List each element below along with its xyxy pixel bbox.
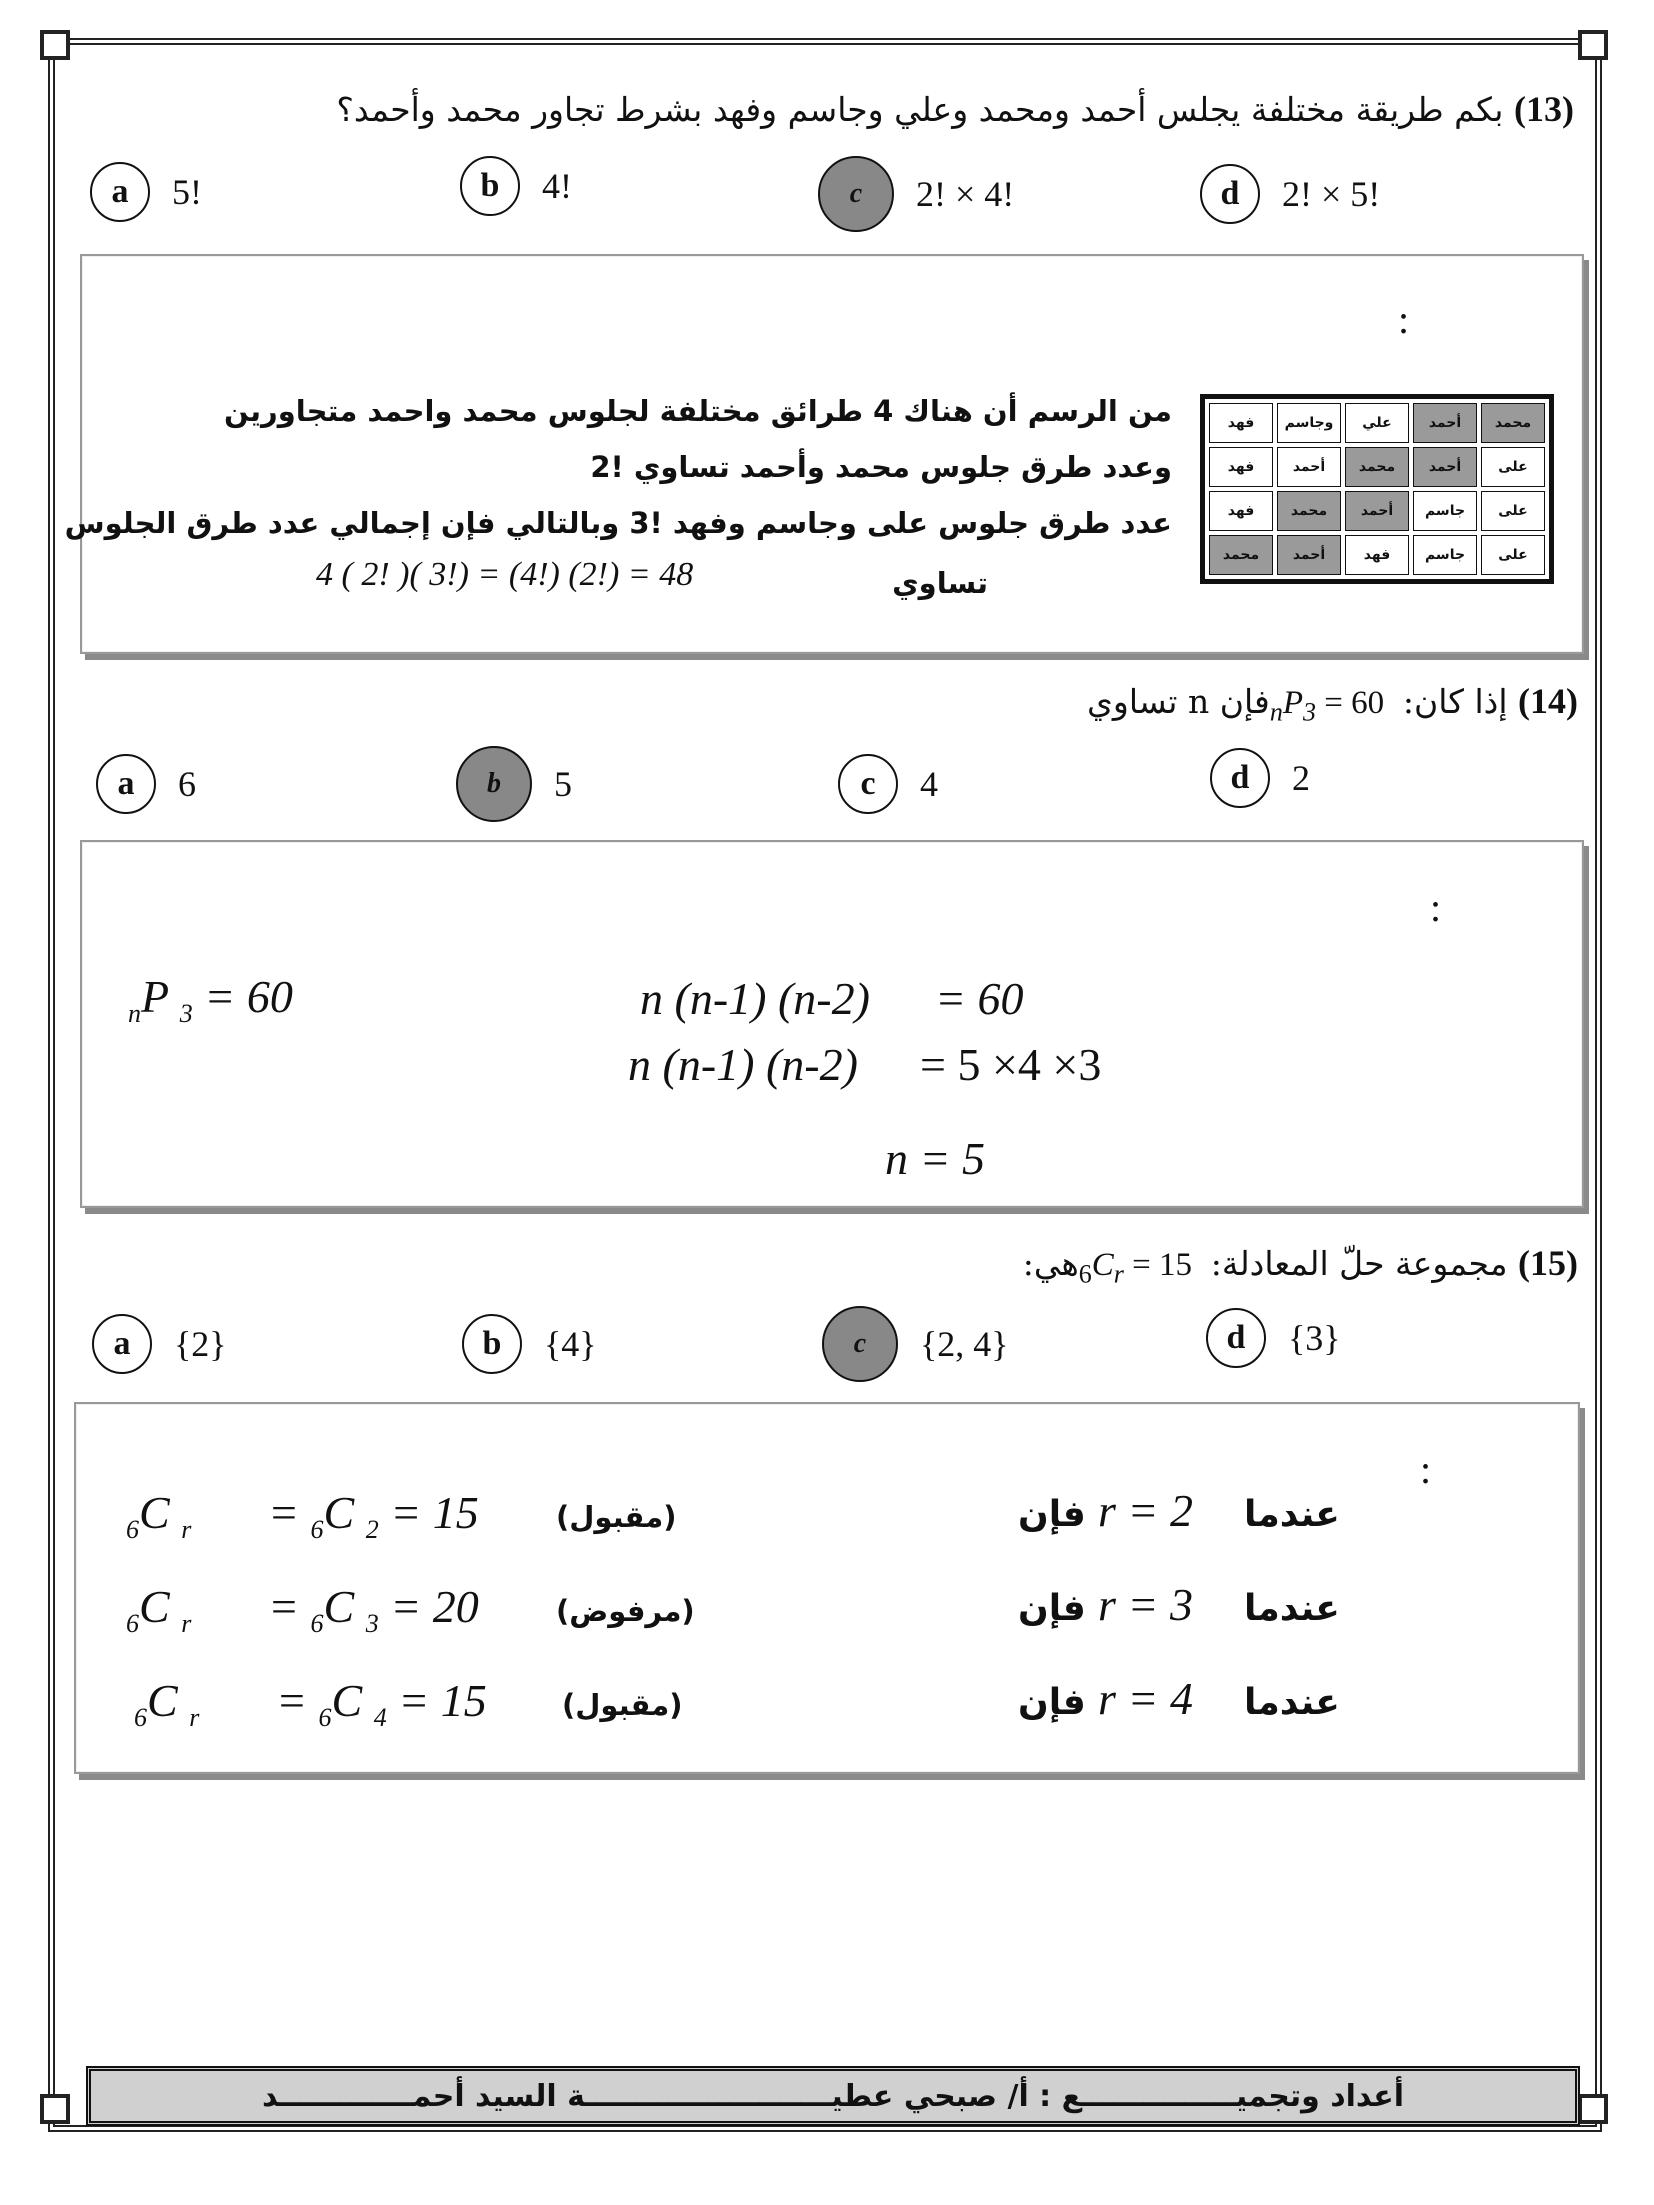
option-value: 5 (554, 764, 572, 804)
q14-solution-colon: : (1430, 885, 1442, 930)
q15-row-3-when: عندما (1244, 1682, 1340, 1723)
q15-row-3-lhs: $_6$C $_r$ (134, 1675, 200, 1733)
question-14-text-prefix: إذا كان: (1402, 682, 1508, 721)
table-cell: محمد (1277, 491, 1341, 531)
table-cell: محمد (1209, 535, 1273, 575)
table-cell: أحمد (1413, 403, 1477, 443)
question-14-equation: $_nP_3 = 60$ (1269, 685, 1393, 727)
q14-eq3: n = 5 (885, 1133, 986, 1184)
q13-solution-line-4-math: 4 ( 2! )( 3!) = (4!) (2!) = 48 (316, 556, 694, 593)
option-letter: b (462, 1314, 522, 1374)
option-value: 5! (172, 172, 202, 212)
question-14 (1087, 680, 1578, 728)
table-cell: علي (1345, 403, 1409, 443)
option-value: 6 (178, 764, 196, 804)
option-value: 2 (1292, 758, 1310, 798)
q14-eq2-rhs: = 5 ×4 ×3 (920, 1039, 1102, 1090)
q13-option-b[interactable] (460, 156, 572, 216)
q14-eq1-rhs: = 60 (935, 973, 1024, 1024)
table-cell: على (1481, 491, 1545, 531)
q13-solution-line-1: من الرسم أن هناك 4 طرائق مختلفة لجلوس محمد واحمد متجاورين (224, 394, 1172, 428)
question-15-text-suffix: هي: (1022, 1244, 1079, 1283)
q13-solution-line-4-word: تساوي (892, 566, 988, 600)
q15-row-2-status: (مرفوض) (556, 1594, 695, 1628)
q13-option-c[interactable] (818, 156, 1014, 232)
table-cell: محمد (1345, 447, 1409, 487)
table-cell: فهد (1209, 403, 1273, 443)
q15-row-2-r: r = 3 (1098, 1579, 1193, 1630)
option-letter: a (92, 1314, 152, 1374)
q13-option-d[interactable] (1200, 164, 1380, 224)
option-value: 4! (542, 166, 572, 206)
question-13 (336, 88, 1574, 130)
option-letter: a (90, 162, 150, 222)
table-cell: فهد (1209, 491, 1273, 531)
question-13-number: (13) (1514, 89, 1574, 129)
q15-option-a[interactable] (92, 1314, 227, 1374)
option-letter: b (460, 156, 520, 216)
option-value: 2! × 5! (1282, 174, 1381, 214)
q13-option-a[interactable] (90, 162, 202, 222)
table-cell: فهد (1209, 447, 1273, 487)
q15-row-1-status: (مقبول) (556, 1500, 677, 1534)
table-row (1209, 535, 1545, 575)
q13-solution-colon: : (1398, 297, 1410, 342)
option-letter-selected: c (822, 1306, 898, 1382)
table-cell: على (1481, 447, 1545, 487)
question-15-equation: $_6C_r = 15$ (1078, 1247, 1201, 1289)
q15-row-3-then: فإن (1018, 1682, 1086, 1723)
q15-row-3-r: r = 4 (1098, 1673, 1193, 1724)
frame-corner-top-left (40, 30, 70, 60)
q14-option-b[interactable] (456, 746, 572, 822)
q14-solution-left: $_n$P $_3$ = 60 (128, 971, 293, 1029)
option-letter-selected: c (818, 156, 894, 232)
table-row (1209, 447, 1545, 487)
q14-option-a[interactable] (96, 754, 196, 814)
table-cell: وجاسم (1277, 403, 1341, 443)
question-15 (1023, 1242, 1578, 1290)
q15-row-2-when: عندما (1244, 1588, 1340, 1629)
q15-row-1-r: r = 2 (1098, 1485, 1193, 1536)
table-cell: فهد (1345, 535, 1409, 575)
option-letter: a (96, 754, 156, 814)
table-row (1209, 491, 1545, 531)
q15-option-d[interactable] (1206, 1308, 1341, 1368)
q15-row-1-value: = $_6$C $_2$ = 15 (268, 1487, 479, 1545)
frame-corner-top-right (1578, 30, 1608, 60)
table-cell: محمد (1481, 403, 1545, 443)
question-14-number: (14) (1518, 681, 1578, 721)
q15-row-3-status: (مقبول) (562, 1688, 683, 1722)
q15-row-2-lhs: $_6$C $_r$ (126, 1581, 192, 1639)
option-letter: d (1200, 164, 1260, 224)
q14-eq2-lhs: n (n-1) (n-2) (628, 1039, 858, 1090)
q14-eq1-lhs: n (n-1) (n-2) (640, 973, 870, 1024)
q15-row-1-when: عندما (1244, 1494, 1340, 1535)
table-cell: أحمد (1277, 447, 1341, 487)
q15-solution-colon: : (1420, 1447, 1432, 1492)
q14-option-d[interactable] (1210, 748, 1310, 808)
table-cell: على (1481, 535, 1545, 575)
q15-row-1-then: فإن (1018, 1494, 1086, 1535)
q15-option-b[interactable] (462, 1314, 597, 1374)
table-row (1209, 403, 1545, 443)
q13-solution-line-3: عدد طرق جلوس على وجاسم وفهد !3 وبالتالي فإن إجمالي عدد طرق الجلوس (64, 506, 1172, 540)
q13-solution-line-2: وعدد طرق جلوس محمد وأحمد تساوي !2 (590, 450, 1172, 484)
option-value: {3} (1288, 1318, 1341, 1358)
footer-credit: أعداد وتجميـــــــــــــــع : أ/ صبحي عطيــــــــــــــــــــــــة السيد أحمـــــــــــــد (86, 2066, 1580, 2126)
question-15-number: (15) (1518, 1243, 1578, 1283)
question-15-text: مجموعة حلّ المعادلة: (1210, 1244, 1508, 1283)
option-letter: c (838, 754, 898, 814)
q15-row-1-lhs: $_6$C $_r$ (126, 1487, 192, 1545)
option-letter: d (1210, 748, 1270, 808)
table-cell: أحمد (1345, 491, 1409, 531)
table-cell: أحمد (1277, 535, 1341, 575)
question-14-text-suffix: فإن n تساوي (1087, 682, 1270, 721)
frame-corner-bottom-right (1578, 2094, 1608, 2124)
option-value: 2! × 4! (916, 174, 1015, 214)
q15-row-2-then: فإن (1018, 1588, 1086, 1629)
q15-row-2-value: = $_6$C $_3$ = 20 (268, 1581, 479, 1639)
option-value: {2} (174, 1324, 227, 1364)
table-cell: أحمد (1413, 447, 1477, 487)
q15-row-3-value: = $_6$C $_4$ = 15 (276, 1675, 487, 1733)
question-13-text: بكم طريقة مختلفة يجلس أحمد ومحمد وعلي وجاسم وفهد بشرط تجاور محمد وأحمد؟ (336, 90, 1504, 129)
table-cell: جاسم (1413, 535, 1477, 575)
table-cell: جاسم (1413, 491, 1477, 531)
seating-table (1200, 394, 1554, 584)
option-letter: d (1206, 1308, 1266, 1368)
option-value: 4 (920, 764, 938, 804)
q14-option-c[interactable] (838, 754, 938, 814)
option-letter-selected: b (456, 746, 532, 822)
option-value: {4} (544, 1324, 597, 1364)
q15-option-c[interactable] (822, 1306, 1009, 1382)
frame-corner-bottom-left (40, 2094, 70, 2124)
option-value: {2, 4} (920, 1324, 1009, 1364)
